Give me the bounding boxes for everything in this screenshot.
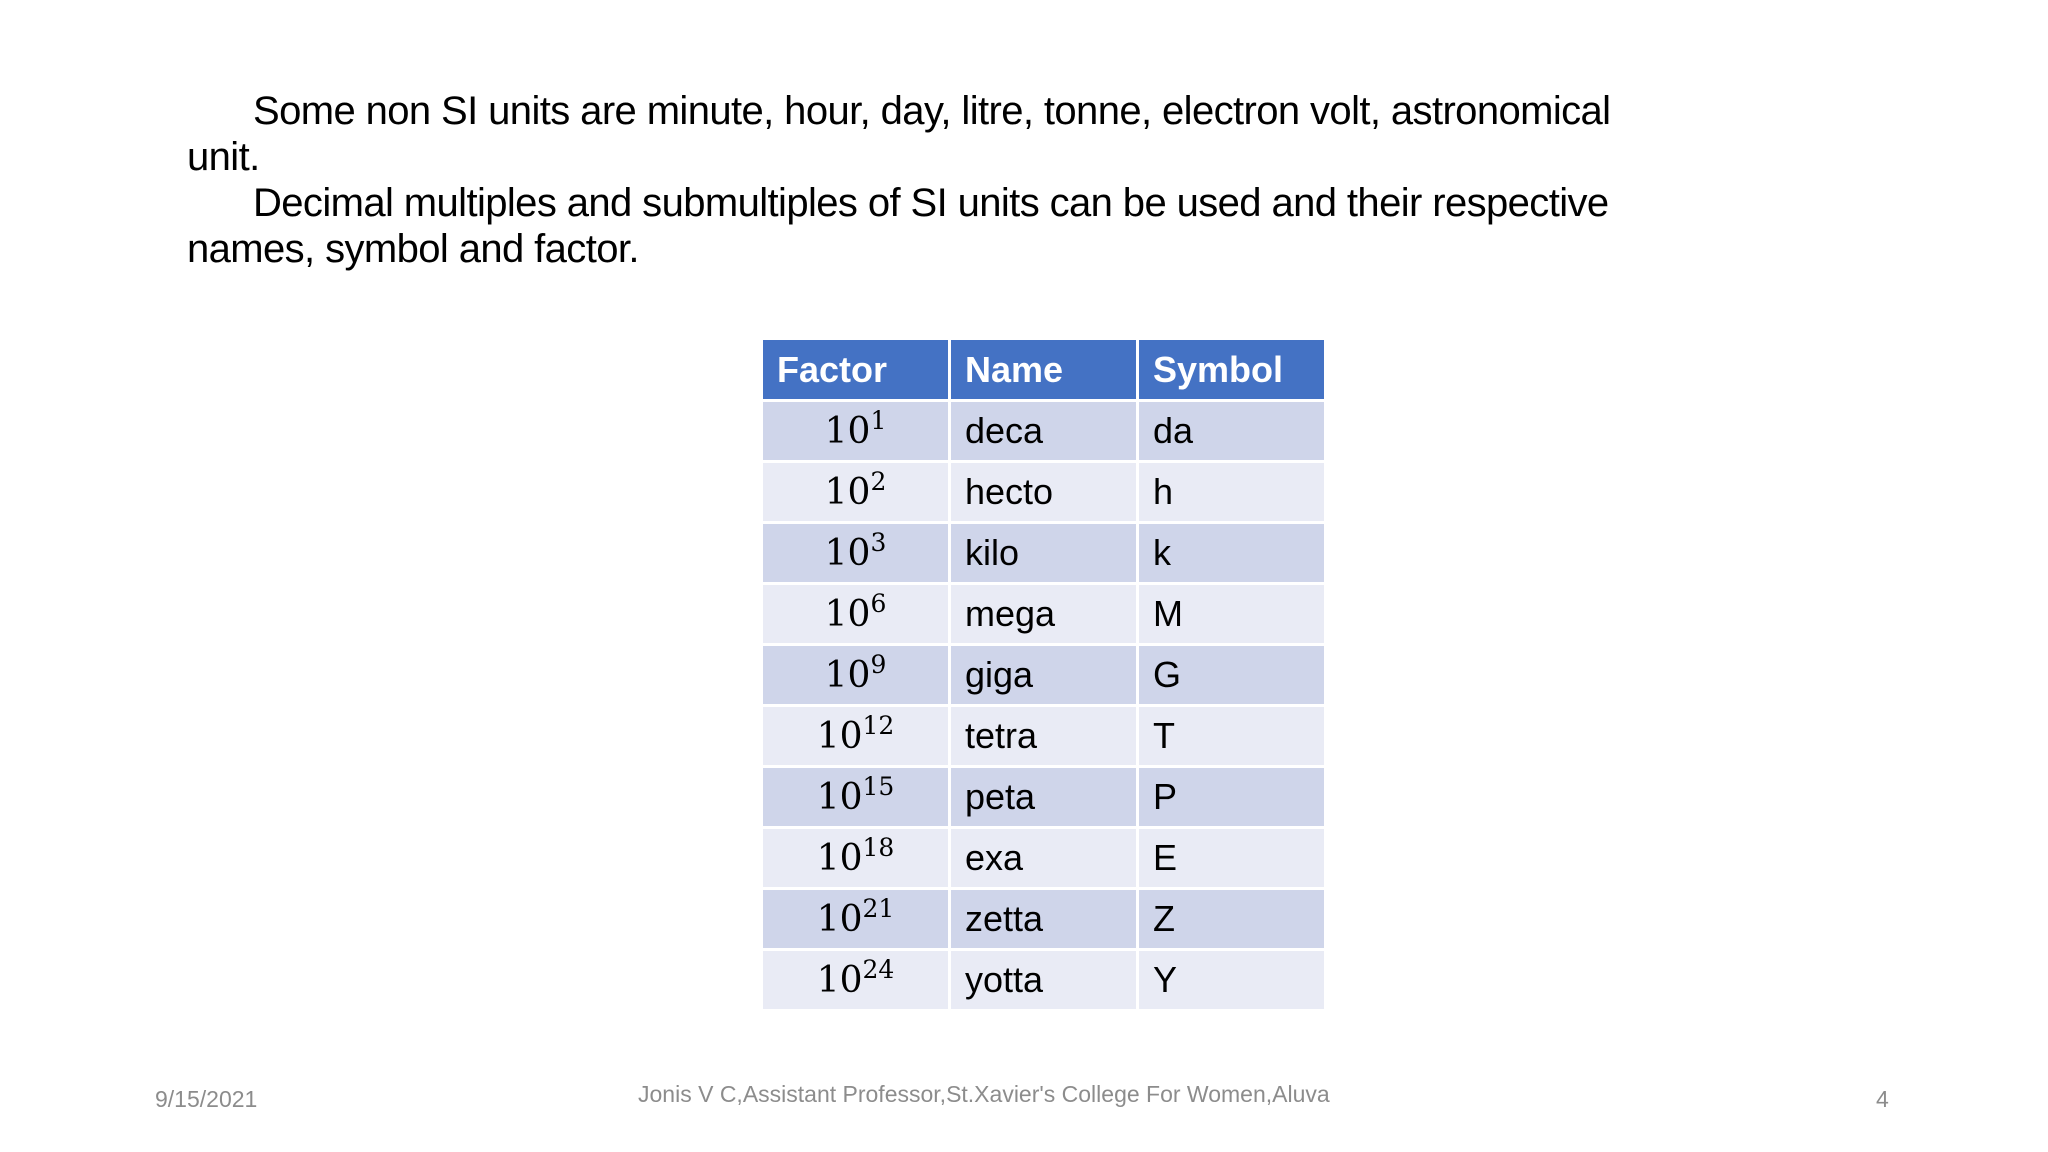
symbol-cell: P	[1138, 767, 1326, 828]
table-row	[762, 889, 1326, 950]
slide-body-text	[187, 88, 1647, 272]
symbol-cell: E	[1138, 828, 1326, 889]
symbol-cell: k	[1138, 523, 1326, 584]
paragraph-decimal-multiples: Decimal multiples and submultiples of SI units can be used and their respective names, symbol and factor.	[187, 181, 1609, 271]
name-cell: deca	[950, 401, 1138, 462]
table-row	[762, 523, 1326, 584]
symbol-cell: G	[1138, 645, 1326, 706]
table-header-row	[762, 339, 1326, 401]
header-name: Name	[950, 339, 1138, 401]
si-prefix-table	[760, 337, 1327, 1012]
table-row	[762, 950, 1326, 1011]
name-cell: zetta	[950, 889, 1138, 950]
factor-cell: $10^2$	[762, 462, 950, 523]
symbol-cell: h	[1138, 462, 1326, 523]
factor-cell: $10^1$	[762, 401, 950, 462]
name-cell: tetra	[950, 706, 1138, 767]
name-cell: peta	[950, 767, 1138, 828]
si-prefix-table-container	[760, 337, 1324, 1012]
table-row	[762, 767, 1326, 828]
footer-author: Jonis V C,Assistant Professor,St.Xavier's College For Women,Aluva	[638, 1081, 1330, 1107]
name-cell: giga	[950, 645, 1138, 706]
name-cell: mega	[950, 584, 1138, 645]
factor-cell: $10^{18}$	[762, 828, 950, 889]
symbol-cell: Y	[1138, 950, 1326, 1011]
name-cell: kilo	[950, 523, 1138, 584]
header-symbol: Symbol	[1138, 339, 1326, 401]
table-row	[762, 584, 1326, 645]
symbol-cell: M	[1138, 584, 1326, 645]
symbol-cell: T	[1138, 706, 1326, 767]
symbol-cell: da	[1138, 401, 1326, 462]
table-row	[762, 706, 1326, 767]
name-cell: hecto	[950, 462, 1138, 523]
factor-cell: $10^9$	[762, 645, 950, 706]
factor-cell: $10^{21}$	[762, 889, 950, 950]
factor-cell: $10^{24}$	[762, 950, 950, 1011]
factor-cell: $10^6$	[762, 584, 950, 645]
footer-page-number: 4	[1876, 1086, 1889, 1112]
table-row	[762, 462, 1326, 523]
table-row	[762, 828, 1326, 889]
name-cell: yotta	[950, 950, 1138, 1011]
factor-cell: $10^{15}$	[762, 767, 950, 828]
footer-date: 9/15/2021	[155, 1086, 258, 1112]
factor-cell: $10^3$	[762, 523, 950, 584]
table-row	[762, 645, 1326, 706]
table-row	[762, 401, 1326, 462]
factor-cell: $10^{12}$	[762, 706, 950, 767]
header-factor: Factor	[762, 339, 950, 401]
symbol-cell: Z	[1138, 889, 1326, 950]
name-cell: exa	[950, 828, 1138, 889]
paragraph-non-si-units: Some non SI units are minute, hour, day, litre, tonne, electron volt, astronomical unit.	[187, 89, 1611, 179]
